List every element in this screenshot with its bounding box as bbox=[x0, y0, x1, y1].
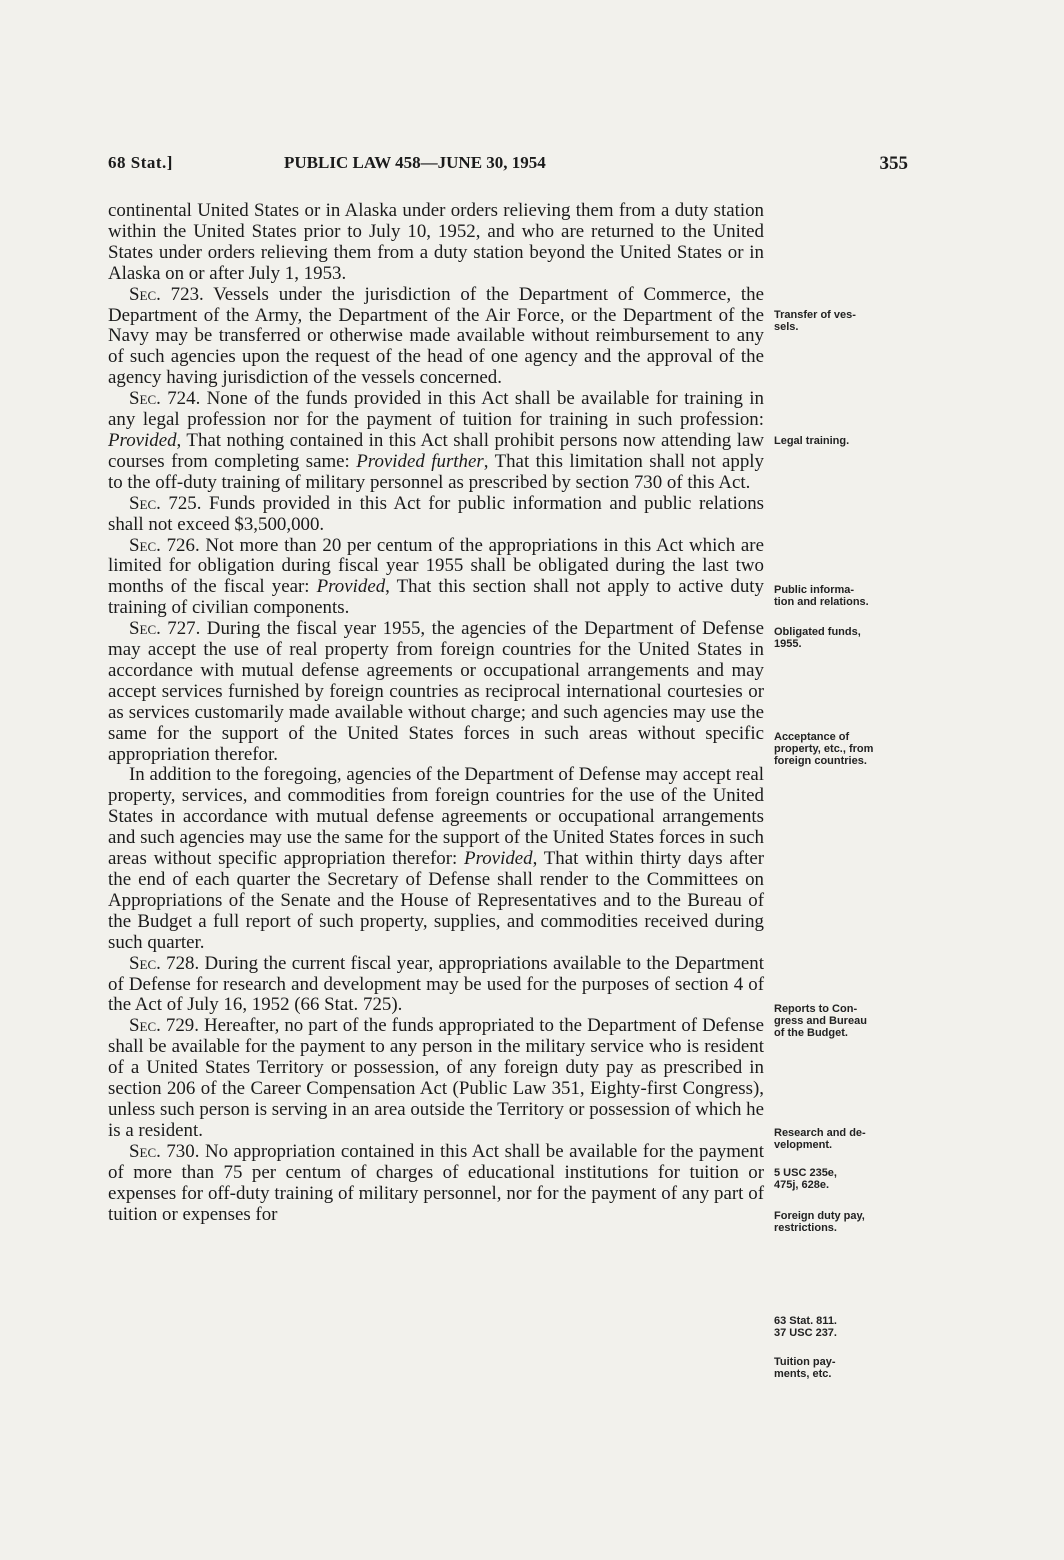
margin-note-line: 475j, 628e. bbox=[774, 1179, 830, 1191]
margin-note-line: Legal training. bbox=[774, 435, 850, 447]
proviso-term: Provided bbox=[108, 429, 177, 451]
paragraph-text: 727. During the fiscal year 1955, the agencies of the Department of Defense may accept the use of real property from foreign countries for the United States in accordance with mutual defense agreements or occupational arrangements and may accept services furnished by foreign countries as reciprocal international courtesies or as services customarily made available without charge; and such agencies may use the same for the support of the United States forces in such areas without specific appropriation therefor. bbox=[108, 618, 764, 765]
margin-note-line: 63 Stat. 811. bbox=[774, 1315, 837, 1327]
paragraph bbox=[108, 536, 764, 620]
margin-note-line: foreign countries. bbox=[774, 755, 867, 767]
margin-note-line: Foreign duty pay, bbox=[774, 1210, 865, 1222]
page-header bbox=[108, 153, 908, 181]
margin-note-tuition-payments bbox=[774, 1356, 910, 1380]
margin-note-line: 1955. bbox=[774, 638, 802, 650]
paragraph-text: In addition to the foregoing, agencies of the Department of Defense may accept real property, services, and commodities from foreign countries for the use of the United States in accordance with mutual defense agreements or occupational arrangements and such agencies may use the same for the support of the United States forces in such areas without specific appropriation therefor: bbox=[108, 764, 764, 870]
margin-note-obligated-funds bbox=[774, 626, 910, 650]
section-label: Sec. bbox=[129, 1140, 161, 1162]
paragraph bbox=[108, 389, 764, 494]
paragraph bbox=[108, 1016, 764, 1141]
paragraph bbox=[108, 1142, 764, 1226]
paragraph-text: 730. No appropriation contained in this Act shall be available for the payment of more than 75 per centum of charges of educational institutions for tuition or expenses for off-duty training of military personnel, nor for the payment of any part of tuition or expenses for bbox=[108, 1140, 764, 1225]
section-label: Sec. bbox=[129, 388, 161, 410]
margin-note-research-and-development bbox=[774, 1127, 910, 1151]
page-number: 355 bbox=[879, 153, 908, 174]
margin-note-line: 37 USC 237. bbox=[774, 1327, 837, 1339]
paragraph-text: , That nothing contained in this Act shall prohibit persons now attending law courses from completing same: bbox=[108, 429, 764, 472]
paragraph bbox=[108, 765, 764, 953]
margin-note-line: Acceptance of bbox=[774, 731, 850, 743]
header-statute-ref: 68 Stat.] bbox=[108, 153, 173, 172]
margin-note-legal-training bbox=[774, 435, 910, 447]
margin-note-line: gress and Bureau bbox=[774, 1015, 867, 1027]
paragraph-text: 723. Vessels under the jurisdiction of the Department of Commerce, the Department of the Army, the Department of the Air Force, or the Department of the Navy may be transferred or otherwise made available without reimbursement to any of such agencies upon the request of the head of one agency and the approval of the agency having jurisdiction of the vessels concerned. bbox=[108, 283, 764, 389]
margin-note-reports-to-congress bbox=[774, 1003, 910, 1039]
margin-note-stat-citation bbox=[774, 1315, 910, 1339]
section-label: Sec. bbox=[129, 534, 161, 556]
margin-note-line: tion and relations. bbox=[774, 596, 869, 608]
section-label: Sec. bbox=[129, 283, 161, 305]
section-label: Sec. bbox=[129, 1015, 161, 1037]
paragraph-text: 726. Not more than 20 per centum of the appropriations in this Act which are limited for obligation during fiscal year 1955 shall be obligated during the last two months of the fiscal year: bbox=[108, 534, 764, 598]
section-label: Sec. bbox=[129, 952, 161, 974]
paragraph-text: , That within thirty days after the end of each quarter the Secretary of Defense shall render to the Committees on Appropriations of the Senate and the House of Representatives and to the Bureau of the Budget a full report of such property, supplies, and commodities received during such quarter. bbox=[108, 848, 765, 953]
margin-note-line: restrictions. bbox=[774, 1222, 837, 1234]
paragraph-text: 728. During the current fiscal year, appropriations available to the Department of Defense for research and development may be used for the purposes of section 4 of the Act of July 16, 1952 (66 Stat. 725). bbox=[108, 952, 764, 1016]
margin-note-line: of the Budget. bbox=[774, 1027, 848, 1039]
margin-note-line: sels. bbox=[774, 321, 799, 333]
margin-note-line: Research and de- bbox=[774, 1127, 866, 1139]
margin-note-acceptance-of-property bbox=[774, 731, 910, 767]
proviso-term: Provided further bbox=[356, 450, 484, 472]
margin-note-line: Obligated funds, bbox=[774, 626, 861, 638]
paragraph-text: 725. Funds provided in this Act for public information and public relations shall not exceed $3,500,000. bbox=[108, 492, 764, 535]
margin-note-line: Public informa- bbox=[774, 584, 855, 596]
section-label: Sec. bbox=[129, 618, 161, 640]
margin-note-usc-citation bbox=[774, 1167, 910, 1191]
paragraph-text: , That this limitation shall not apply to the off-duty training of military personnel as prescribed by section 730 of this Act. bbox=[108, 450, 764, 493]
paragraph-text: 724. None of the funds provided in this Act shall be available for training in any legal profession nor for the payment of tuition for training in such profession: bbox=[108, 388, 764, 431]
margin-note-line: ments, etc. bbox=[774, 1368, 832, 1380]
margin-note-line: Reports to Con- bbox=[774, 1003, 858, 1015]
body-text bbox=[108, 201, 764, 1225]
proviso-term: Provided bbox=[316, 576, 386, 598]
margin-note-line: velopment. bbox=[774, 1139, 833, 1151]
paragraph-text: 729. Hereafter, no part of the funds appropriated to the Department of Defense shall be available for the payment to any person in the military service who is resident of a United States Territory or possession, of any foreign duty pay as prescribed in section 206 of the Career Compensation Act (Public Law 351, Eighty-first Congress), unless such person is serving in an area outside the Territory or possession of which he is a resident. bbox=[108, 1015, 764, 1141]
margin-note-public-information bbox=[774, 584, 910, 608]
margin-note-line: Transfer of ves- bbox=[774, 309, 856, 321]
paragraph: continental United States or in Alaska under orders relieving them from a duty station within the United States prior to July 10, 1952, and who are returned to the United States under orders relieving them from a duty station beyond the United States or in Alaska on or after July 1, 1953. bbox=[108, 200, 764, 284]
section-label: Sec. bbox=[129, 492, 161, 514]
margin-note-foreign-duty-pay bbox=[774, 1210, 910, 1234]
paragraph-text: , That this section shall not apply to active duty training of civilian components. bbox=[108, 576, 764, 619]
paragraph bbox=[108, 954, 764, 1017]
margin-note-line: property, etc., from bbox=[774, 743, 874, 755]
header-title: PUBLIC LAW 458—JUNE 30, 1954 bbox=[284, 153, 546, 172]
proviso-term: Provided bbox=[464, 848, 533, 870]
paragraph bbox=[108, 285, 764, 390]
margin-note-line: Tuition pay- bbox=[774, 1356, 836, 1368]
paragraph bbox=[108, 619, 764, 765]
margin-note-transfer-of-vessels bbox=[774, 309, 910, 333]
margin-note-line: 5 USC 235e, bbox=[774, 1167, 837, 1179]
paragraph bbox=[108, 494, 764, 536]
